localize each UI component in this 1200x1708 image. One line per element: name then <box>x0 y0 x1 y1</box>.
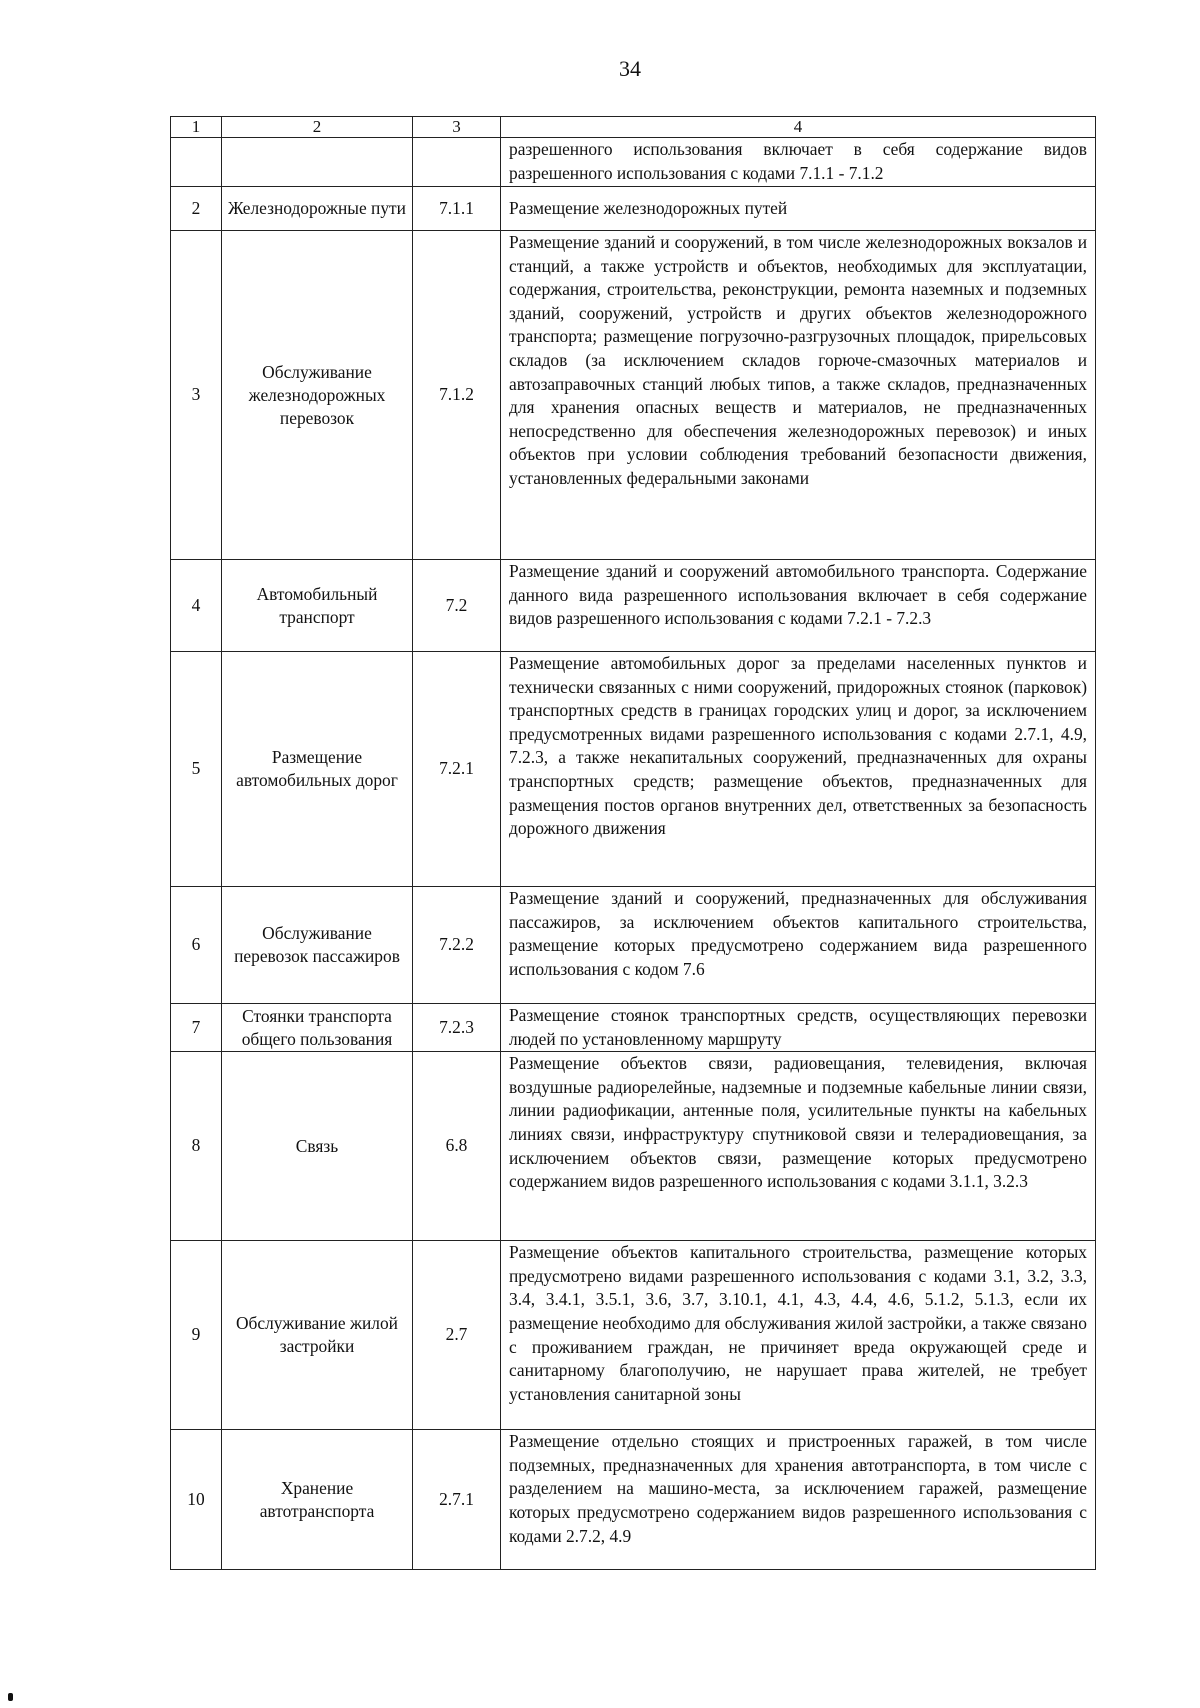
row-number: 6 <box>171 887 222 1004</box>
row-name <box>222 138 413 187</box>
table-row <box>171 231 1096 560</box>
table-row <box>171 1004 1096 1052</box>
row-number: 3 <box>171 231 222 560</box>
row-description: Размещение зданий и сооружений, в том числе железнодорожных вокзалов и станций, а также устройств и объектов, необходимых для эксплуатации, содержания, строительства, реконструкции, ремонта наземных и подземных зданий, сооружений, устройств и других объектов железнодорожного транспорта; размещение погрузочно-разгрузочных площадок, прирельсовых складов (за исключением складов горюче-смазочных материалов и автозаправочных станций любых типов, а также складов, предназначенных для хранения опасных веществ и материалов, не предназначенных непосредственно для обеспечения железнодорожных перевозок) и иных объектов при условии соблюдения требований безопасности движения, установленных федеральными законами <box>501 231 1096 560</box>
row-description: разрешенного использования включает в себя содержание видов разрешенного использования с кодами 7.1.1 - 7.1.2 <box>501 138 1096 187</box>
row-description: Размещение объектов связи, радиовещания, телевидения, включая воздушные радиорелейные, надземные и подземные кабельные линии связи, линии радиофикации, антенные поля, усилительные пункты на кабельных линиях связи, инфраструктуру спутниковой связи и телерадиовещания, за исключением объектов связи, размещение которых предусмотрено содержанием видов разрешенного использования с кодами 3.1.1, 3.2.3 <box>501 1052 1096 1241</box>
row-name: Хранение автотранспорта <box>222 1430 413 1570</box>
row-description: Размещение отдельно стоящих и пристроенных гаражей, в том числе подземных, предназначенных для хранения автотранспорта, в том числе с разделением на машино-места, за исключением гаражей, размещение которых предусмотрено содержанием видов разрешенного использования с кодами 2.7.2, 4.9 <box>501 1430 1096 1570</box>
row-name: Обслуживание железнодорожных перевозок <box>222 231 413 560</box>
row-number: 9 <box>171 1241 222 1430</box>
row-name: Автомобильный транспорт <box>222 560 413 652</box>
table-row <box>171 138 1096 187</box>
table-row <box>171 1052 1096 1241</box>
table-row <box>171 1430 1096 1570</box>
land-use-table <box>170 116 1096 1570</box>
row-number: 7 <box>171 1004 222 1052</box>
row-description: Размещение железнодорожных путей <box>501 187 1096 231</box>
header-cell: 4 <box>501 117 1096 138</box>
row-code: 6.8 <box>413 1052 501 1241</box>
table-header-row <box>171 117 1096 138</box>
row-name: Обслуживание жилой застройки <box>222 1241 413 1430</box>
row-description: Размещение стоянок транспортных средств, осуществляющих перевозки людей по установленному маршруту <box>501 1004 1096 1052</box>
row-number: 8 <box>171 1052 222 1241</box>
row-name: Железнодорожные пути <box>222 187 413 231</box>
row-number: 10 <box>171 1430 222 1570</box>
table-row <box>171 887 1096 1004</box>
row-code: 7.2.1 <box>413 652 501 887</box>
row-code <box>413 138 501 187</box>
row-code: 7.2.3 <box>413 1004 501 1052</box>
row-description: Размещение зданий и сооружений автомобильного транспорта. Содержание данного вида разрешенного использования включает в себя содержание видов разрешенного использования с кодами 7.2.1 - 7.2.3 <box>501 560 1096 652</box>
row-name: Размещение автомобильных дорог <box>222 652 413 887</box>
table-row <box>171 1241 1096 1430</box>
table-row <box>171 652 1096 887</box>
table-row <box>171 187 1096 231</box>
row-code: 7.2 <box>413 560 501 652</box>
page-number: 34 <box>619 56 641 81</box>
row-code: 7.1.1 <box>413 187 501 231</box>
scan-mark <box>8 1693 13 1701</box>
header-cell: 2 <box>222 117 413 138</box>
row-name: Связь <box>222 1052 413 1241</box>
row-number: 4 <box>171 560 222 652</box>
row-name: Стоянки транспорта общего пользования <box>222 1004 413 1052</box>
row-code: 2.7 <box>413 1241 501 1430</box>
header-cell: 1 <box>171 117 222 138</box>
row-code: 7.1.2 <box>413 231 501 560</box>
row-number <box>171 138 222 187</box>
table-row <box>171 560 1096 652</box>
row-code: 7.2.2 <box>413 887 501 1004</box>
row-description: Размещение объектов капитального строительства, размещение которых предусмотрено видами разрешенного использования с кодами 3.1, 3.2, 3.3, 3.4, 3.4.1, 3.5.1, 3.6, 3.7, 3.10.1, 4.1, 4.3, 4.4, 4.6, 5.1.2, 5.1.3, если их размещение необходимо для обслуживания жилой застройки, а также связано с проживанием граждан, не причиняет вреда окружающей среде и санитарному благополучию, не нарушает права жителей, не требует установления санитарной зоны <box>501 1241 1096 1430</box>
row-description: Размещение зданий и сооружений, предназначенных для обслуживания пассажиров, за исключением объектов капитального строительства, размещение которых предусмотрено содержанием вида разрешенного использования с кодом 7.6 <box>501 887 1096 1004</box>
row-number: 2 <box>171 187 222 231</box>
row-number: 5 <box>171 652 222 887</box>
row-code: 2.7.1 <box>413 1430 501 1570</box>
row-description: Размещение автомобильных дорог за пределами населенных пунктов и технически связанных с ними сооружений, придорожных стоянок (парковок) транспортных средств в границах городских улиц и дорог, за исключением предусмотренных видами разрешенного использования с кодами 2.7.1, 4.9, 7.2.3, а также некапитальных сооружений, предназначенных для охраны транспортных средств; размещение объектов, предназначенных для размещения постов органов внутренних дел, ответственных за безопасность дорожного движения <box>501 652 1096 887</box>
row-name: Обслуживание перевозок пассажиров <box>222 887 413 1004</box>
header-cell: 3 <box>413 117 501 138</box>
